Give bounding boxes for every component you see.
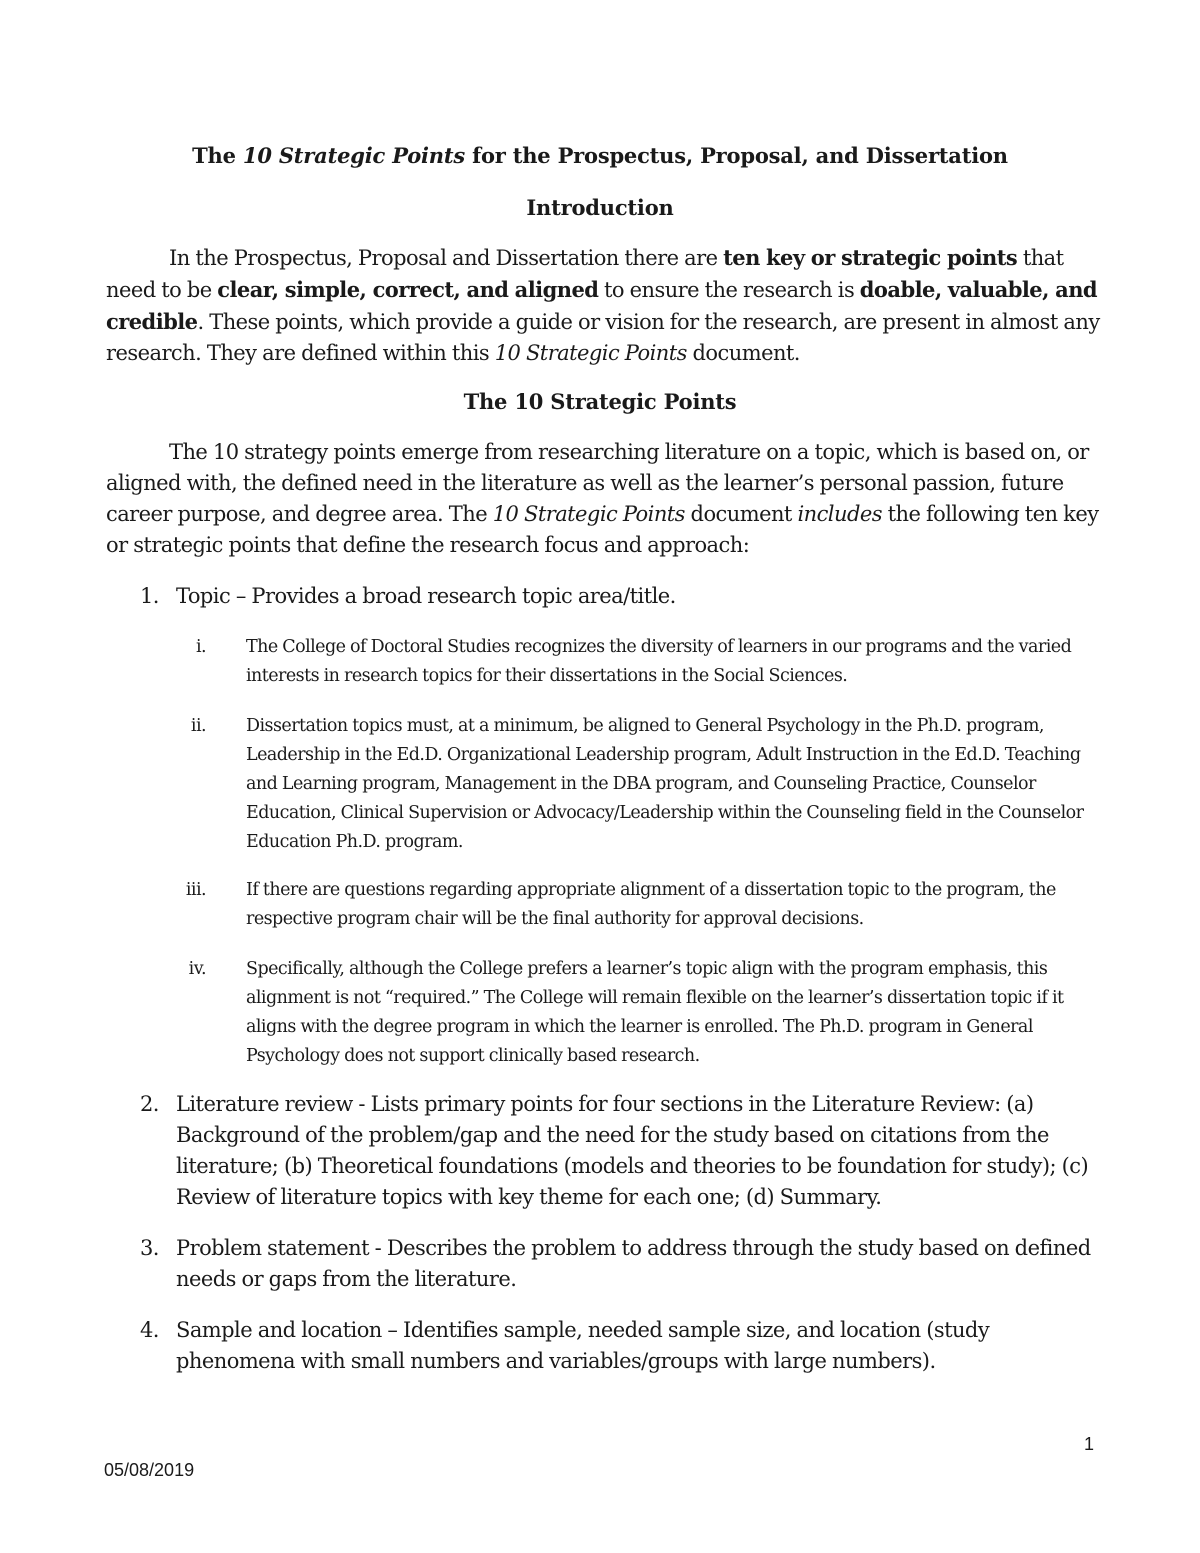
list-item-number: 4. [140, 1318, 159, 1342]
list-item-text: Topic – Provides a broad research topic area/title. [176, 584, 676, 608]
sub-list-item-number: iii. [185, 880, 206, 900]
list-item-number: 3. [140, 1236, 159, 1260]
sub-list-item-number: iv. [188, 959, 206, 979]
sub-list-item-text: Specifically, although the College prefers a learner’s topic align with the program emphasis, this alignment is not “required.” The College will remain flexible on the learner’s dissertation topic if it aligns with the degree program in which the learner is enrolled. The Ph.D. program in General Psychology does not support clinically based research. [246, 959, 1064, 1066]
page-number: 1 [1084, 1434, 1095, 1454]
intro-paragraph: In the Prospectus, Proposal and Dissertation there are ten key or strategic points that need to be clear, simple, correct, and aligned to ensure the research is doable, valuable, and credible. These points, which provide a guide or vision for the research, are present in almost any research. They are defined within this 10 Strategic Points document. [106, 245, 1100, 365]
sub-list-item-text: Dissertation topics must, at a minimum, be aligned to General Psychology in the Ph.D. program, Leadership in the Ed.D. Organizational Leadership program, Adult Instruction in the Ed.D. Teaching and Learning program, Management in the DBA program, and Counseling Practice, Counselor Education, Clinical Supervision or Advocacy/Leadership within the Counseling field in the Counselor Education Ph.D. program. [246, 716, 1084, 852]
sub-list-item-number: i. [195, 637, 206, 657]
list-item-text: Sample and location – Identifies sample, needed sample size, and location (study phenomena with small numbers and variables/groups with large numbers). [176, 1318, 990, 1373]
sub-list-item-text: The College of Doctoral Studies recognizes the diversity of learners in our programs and the varied interests in research topics for their dissertations in the Social Sciences. [246, 637, 1072, 686]
sub-list-item-number: ii. [190, 716, 206, 736]
list-item-text: Problem statement - Describes the problem to address through the study based on defined needs or gaps from the literature. [176, 1236, 1091, 1291]
sub-list-item-text: If there are questions regarding appropriate alignment of a dissertation topic to the program, the respective program chair will be the final authority for approval decisions. [246, 880, 1056, 929]
intro-heading: Introduction [526, 195, 674, 220]
points-paragraph: The 10 strategy points emerge from researching literature on a topic, which is based on, or aligned with, the defined need in the literature as well as the learner’s personal passion, future career purpose, and degree area. The 10 Strategic Points document includes the following ten key or strategic points that define the research focus and approach: [106, 440, 1099, 557]
footer-date: 05/08/2019 [104, 1460, 195, 1480]
list-item-number: 2. [140, 1092, 159, 1116]
list-item-number: 1. [140, 584, 159, 608]
document-title: The 10 Strategic Points for the Prospectus, Proposal, and Dissertation [192, 143, 1008, 168]
points-heading: The 10 Strategic Points [463, 389, 737, 414]
list-item-text: Literature review - Lists primary points for four sections in the Literature Review: (a) Background of the problem/gap and the need for the study based on citations from the literature; (b) Theoretical foundations (models and theories to be foundation for study); (c) Review of literature topics with key theme for each one; (d) Summary. [176, 1092, 1089, 1209]
